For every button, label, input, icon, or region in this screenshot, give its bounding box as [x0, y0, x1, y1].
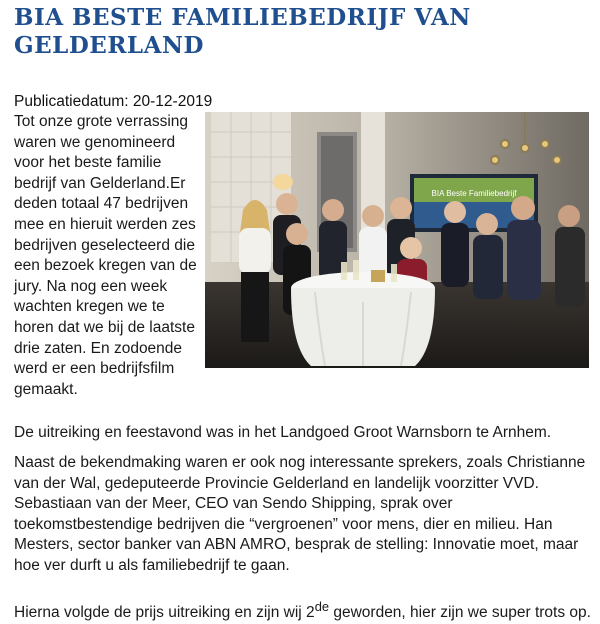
- intro-line: een bezoek kregen van de: [14, 257, 197, 275]
- speakers-line: toekomstbestendige bedrijven die “vergroenen” voor mens, dier en milieu. Han: [14, 515, 553, 533]
- speakers-line: Sebastiaan van der Meer, CEO van Sendo Shipping, sprak over: [14, 495, 453, 513]
- intro-line: mee en hieruit werden zes: [14, 215, 196, 233]
- speakers-paragraph: [14, 453, 592, 577]
- intro-line: Tot onze grote verrassing: [14, 113, 189, 130]
- intro-line: waren we genomineerd: [14, 133, 176, 151]
- intro-line: gemaakt.: [14, 380, 78, 398]
- intro-line: drie zaten. En zodoende: [14, 339, 183, 357]
- intro-line: werd er een bedrijfsfilm: [14, 360, 175, 378]
- intro-line: jury. Na nog een week: [14, 277, 168, 295]
- intro-paragraph: [14, 112, 204, 400]
- screen-text: BIA Beste Familiebedrijf: [431, 189, 517, 198]
- article-title: BIA BESTE FAMILIEBEDRIJF VAN GELDERLAND: [14, 4, 471, 59]
- speakers-line: Mesters, sector banker van ABN AMRO, besprak de stelling: Innovatie moet, maar: [14, 536, 579, 554]
- publication-date-label: Publicatiedatum:: [14, 93, 133, 110]
- speakers-line: hoe ver durft u als familiebedrijf te gaan.: [14, 556, 290, 574]
- intro-line: deden totaal 47 bedrijven: [14, 195, 189, 213]
- speakers-line: Naast de bekendmaking waren er ook nog interessante sprekers, zoals Christianne: [14, 454, 586, 471]
- intro-line: bedrijf van Gelderland.Er: [14, 174, 186, 192]
- speakers-line: van der Wal, gedeputeerde Provincie Gelderland en landelijk voorzitter VVD.: [14, 474, 539, 492]
- intro-line: voor het beste familie: [14, 154, 162, 172]
- intro-line: bedrijven geselecteerd die: [14, 236, 195, 254]
- publication-date-value: 20-12-2019: [132, 93, 213, 110]
- intro-line: horen dat we bij de laatste: [14, 318, 195, 336]
- intro-line: wachten kregen we te: [14, 298, 165, 316]
- publication-date: [14, 92, 212, 112]
- result-text-start: Hierna volgde de prijs uitreiking en zijn wij 2: [14, 604, 315, 622]
- venue-paragraph: De uitreiking en feestavond was in het Landgoed Groot Warnsborn te Arnhem.: [14, 424, 552, 441]
- result-paragraph: [14, 597, 592, 624]
- result-text-end: geworden, hier zijn we super trots op.: [329, 604, 591, 622]
- result-ordinal-suffix: de: [314, 599, 330, 614]
- award-event-photo: [205, 112, 589, 368]
